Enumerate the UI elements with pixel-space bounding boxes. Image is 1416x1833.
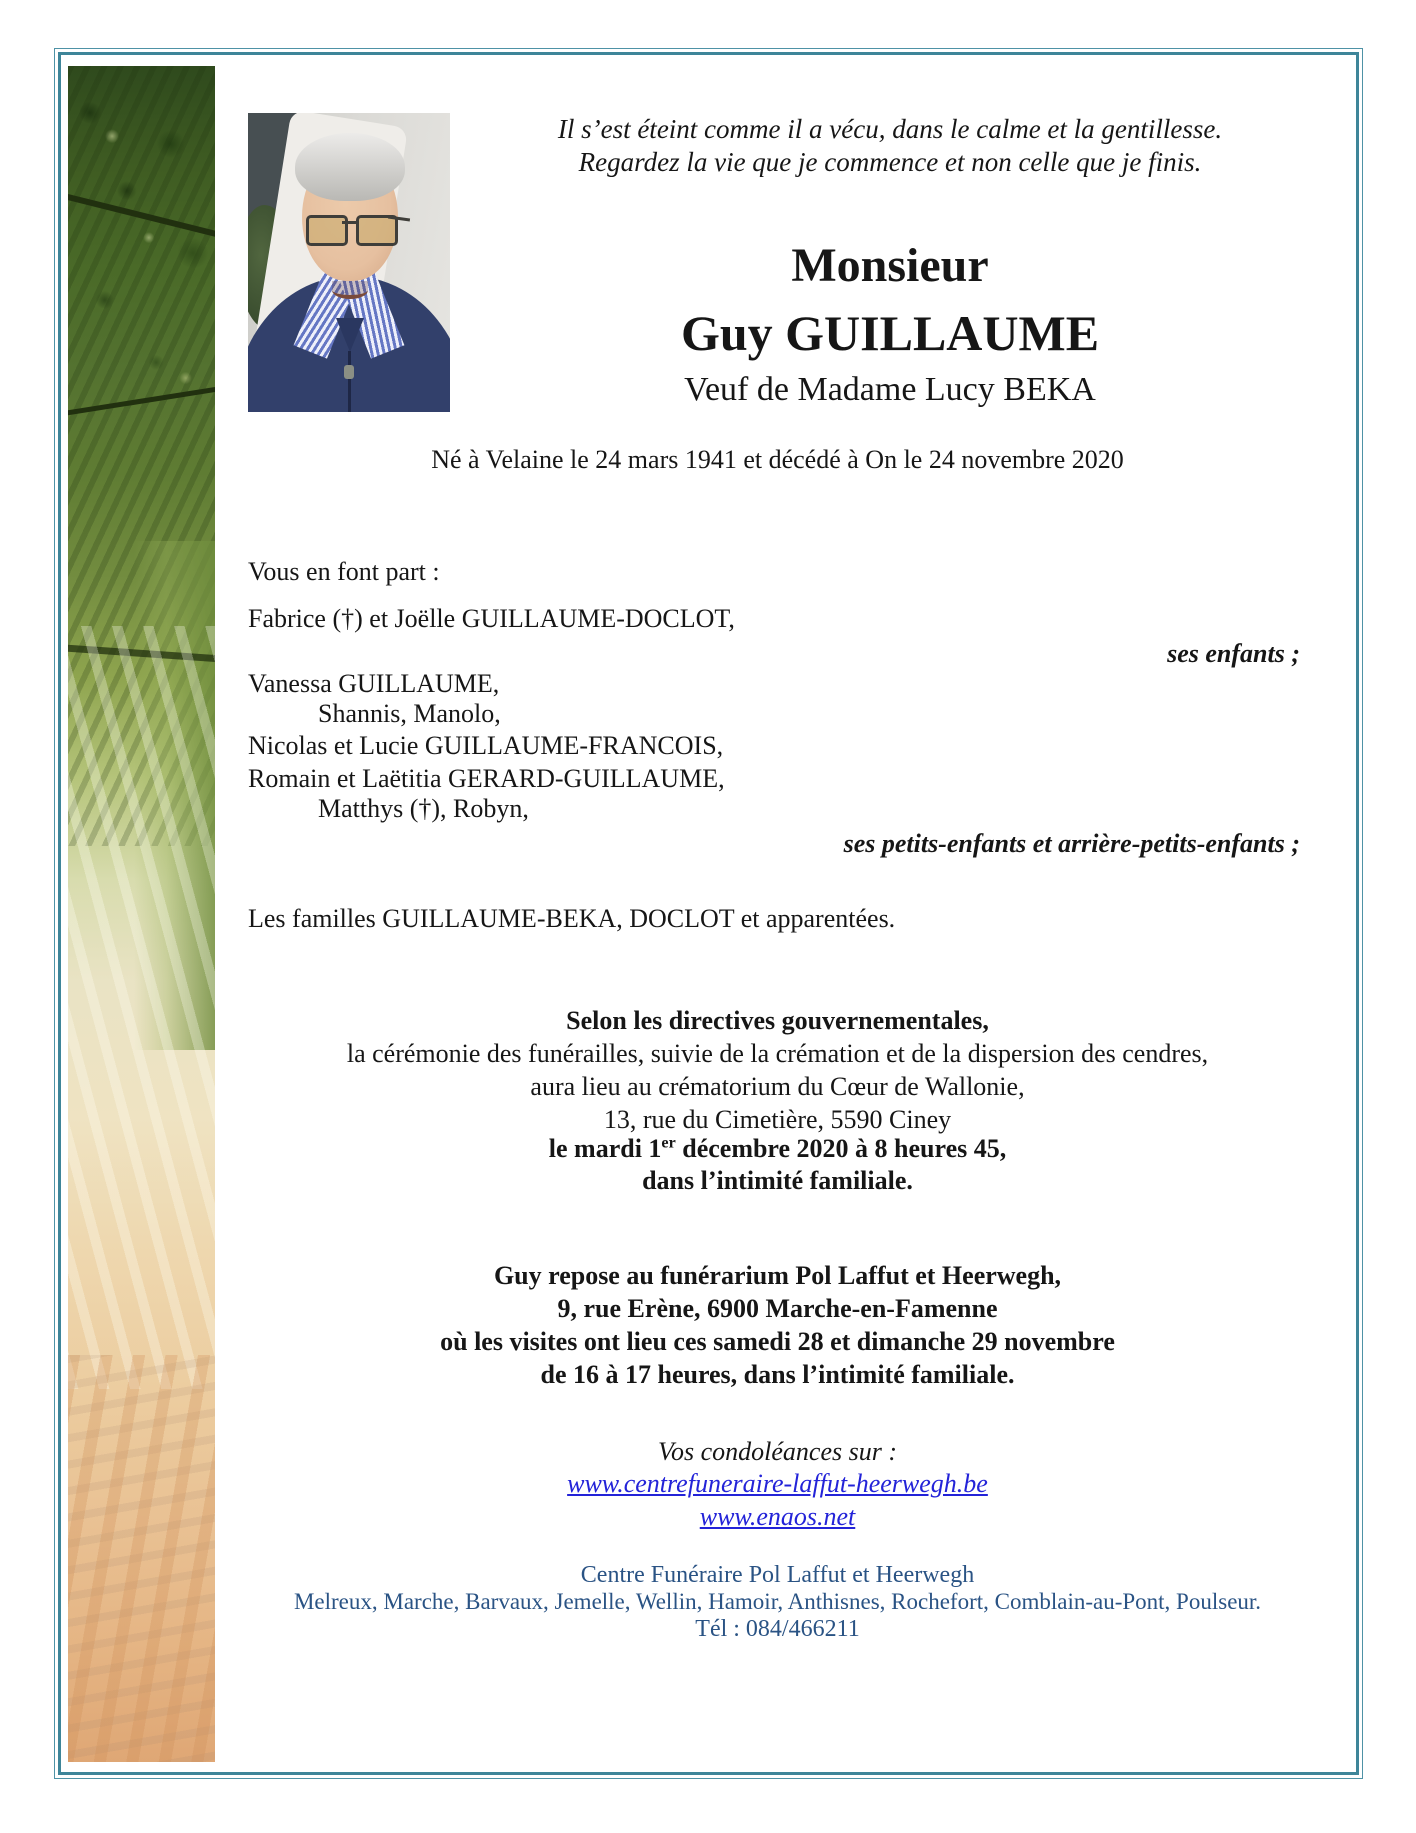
- deceased-name: Guy GUILLAUME: [680, 305, 1100, 361]
- portrait-photo: [248, 113, 450, 412]
- grandchild-line: Nicolas et Lucie GUILLAUME-FRANCOIS,: [248, 731, 724, 760]
- man-smile: [332, 281, 368, 299]
- ceremony-line-2: la cérémonie des funérailles, suivie de la crémation et de la dispersion des cendres,: [346, 1039, 1209, 1068]
- condolences-link-1-row: [215, 1469, 1340, 1499]
- date-ordinal: er: [661, 1134, 676, 1152]
- zipper-pull: [344, 365, 354, 379]
- sweater-vee: [336, 318, 364, 352]
- deceased-widower-line: Veuf de Madame Lucy BEKA: [684, 371, 1096, 408]
- grandchild-line: Shannis, Manolo,: [318, 699, 501, 728]
- ceremony-header: Selon les directives gouvernementales,: [566, 1006, 989, 1035]
- children-label: ses enfants ;: [1167, 639, 1300, 668]
- condolences-link-2[interactable]: www.enaos.net: [699, 1502, 856, 1531]
- repose-line-3: où les visites ont lieu ces samedi 28 et dimanche 29 novembre: [440, 1327, 1115, 1356]
- deceased-salutation: Monsieur: [791, 239, 989, 292]
- ceremony-line-3: aura lieu au crématorium du Cœur de Wallonie,: [530, 1072, 1025, 1101]
- repose-line-2: 9, rue Erène, 6900 Marche-en-Famenne: [557, 1294, 998, 1323]
- epigraph-line-1: Il s’est éteint comme il a vécu, dans le calme et la gentillesse.: [557, 114, 1223, 144]
- man-hair: [295, 133, 405, 201]
- repose-line-1: Guy repose au funérarium Pol Laffut et Heerwegh,: [493, 1261, 1062, 1290]
- grandchild-line: Matthys (†), Robyn,: [318, 794, 529, 823]
- glasses-left-lens: [306, 215, 348, 246]
- epigraph-line-2: Regardez la vie que je commence et non celle que je finis.: [578, 147, 1202, 177]
- date-prefix: le mardi 1: [548, 1134, 662, 1163]
- sun-rays: [68, 626, 215, 1389]
- grandchild-line: Vanessa GUILLAUME,: [248, 669, 500, 698]
- date-suffix: décembre 2020 à 8 heures 45,: [675, 1134, 1007, 1163]
- families-line: Les familles GUILLAUME-BEKA, DOCLOT et apparentées.: [248, 904, 896, 933]
- grandchild-line: Romain et Laëtitia GERARD-GUILLAUME,: [248, 764, 725, 793]
- ceremony-line-4: 13, rue du Cimetière, 5590 Ciney: [603, 1105, 952, 1134]
- condolences-link-2-row: [215, 1502, 1340, 1532]
- sweater-zipper: [348, 351, 351, 412]
- funeral-home-locations: Melreux, Marche, Barvaux, Jemelle, Wellin, Hamoir, Anthisnes, Rochefort, Comblain-au-Pont, Poulseur.: [293, 1589, 1262, 1614]
- condolences-link-1[interactable]: www.centrefuneraire-laffut-heerwegh.be: [567, 1469, 988, 1498]
- sandy-path: [68, 1355, 215, 1762]
- ceremony-line-6: dans l’intimité familiale.: [642, 1166, 913, 1195]
- funeral-home-name: Centre Funéraire Pol Laffut et Heerwegh: [580, 1562, 975, 1588]
- grandchildren-label: ses petits-enfants et arrière-petits-enfants ;: [843, 829, 1300, 858]
- forest-path-photo: [68, 66, 215, 1762]
- announcement-intro: Vous en font part :: [248, 557, 440, 586]
- glasses-bridge: [342, 221, 358, 224]
- life-dates: Né à Velaine le 24 mars 1941 et décédé à On le 24 novembre 2020: [431, 445, 1124, 474]
- funeral-home-phone: Tél : 084/466211: [695, 1616, 860, 1642]
- ceremony-date-line: [215, 1134, 1340, 1164]
- glasses-right-lens: [356, 215, 398, 246]
- condolences-intro: Vos condoléances sur :: [657, 1437, 897, 1466]
- repose-line-4: de 16 à 17 heures, dans l’intimité familiale.: [540, 1360, 1015, 1389]
- children-line: Fabrice (†) et Joëlle GUILLAUME-DOCLOT,: [248, 604, 735, 633]
